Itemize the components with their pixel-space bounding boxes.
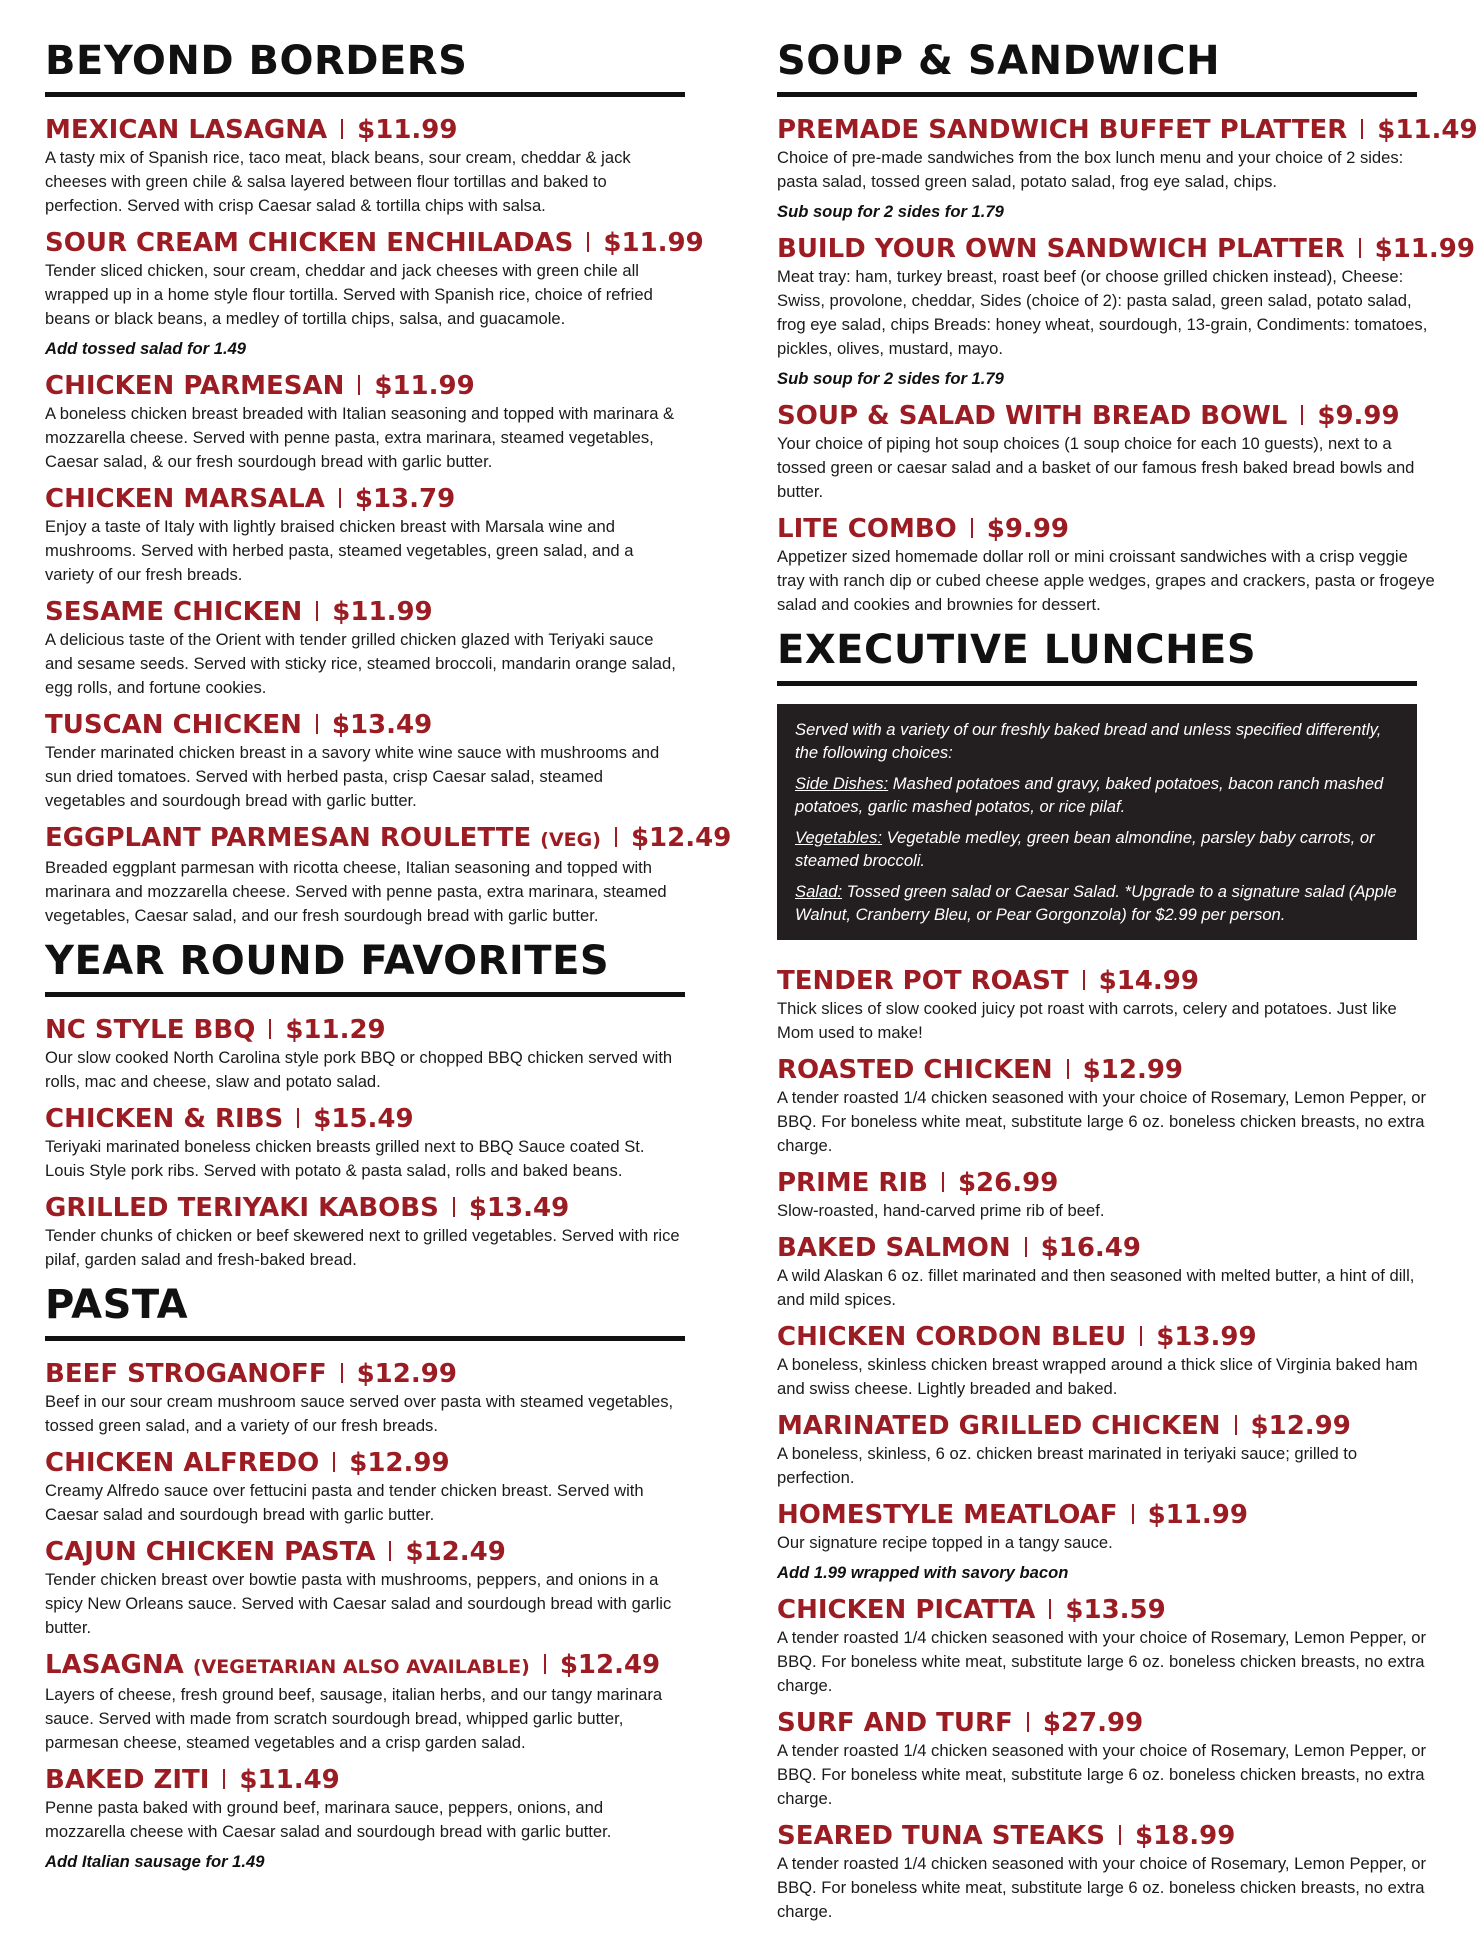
- menu-item: [45, 1650, 685, 1755]
- item-price: $14.99: [1098, 966, 1199, 996]
- item-price: $18.99: [1135, 1821, 1236, 1851]
- item-price: $11.99: [357, 115, 458, 145]
- item-price: $13.59: [1065, 1595, 1166, 1625]
- divider-bar: [1361, 119, 1363, 139]
- item-description: A boneless, skinless chicken breast wrapped around a thick slice of Virginia baked ham and swiss cheese. Lightly breaded and baked.: [777, 1355, 1418, 1398]
- item-price: $13.79: [354, 484, 456, 514]
- section-title-pasta: PASTA: [45, 1282, 189, 1328]
- item-name: HOMESTYLE MEATLOAF: [777, 1500, 1118, 1530]
- item-description: A boneless, skinless, 6 oz. chicken breast marinated in teriyaki sauce; grilled to perfection.: [777, 1444, 1358, 1487]
- item-name: TUSCAN CHICKEN: [45, 710, 302, 740]
- item-description: Our slow cooked North Carolina style pork BBQ or chopped BBQ chicken served with rolls, mac and cheese, slaw and potato salad.: [45, 1048, 673, 1091]
- divider-bar: [316, 601, 318, 621]
- menu-item: [45, 823, 732, 928]
- item-price: $27.99: [1042, 1708, 1144, 1738]
- divider-bar: [942, 1172, 944, 1192]
- box-vegetables: [795, 826, 1399, 872]
- menu-item: [45, 371, 685, 474]
- divider-bar: [544, 1654, 546, 1674]
- side-dishes-text: Mashed potatoes and gravy, baked potatoes, bacon ranch mashed potatoes, garlic mashed potatos, or rice pilaf.: [795, 774, 1384, 816]
- item-name: EGGPLANT PARMESAN ROULETTE: [45, 823, 532, 853]
- divider-bar: [453, 1197, 455, 1217]
- item-name: CHICKEN ALFREDO: [45, 1448, 320, 1478]
- item-name: SOUR CREAM CHICKEN ENCHILADAS: [45, 228, 574, 258]
- section-divider: [45, 1336, 685, 1341]
- item-price: $11.49: [1377, 115, 1478, 145]
- item-tag: (VEG): [540, 829, 601, 851]
- menu-item: [45, 228, 704, 361]
- item-price: $13.99: [1156, 1322, 1257, 1352]
- item-description: Your choice of piping hot soup choices (1 soup choice for each 10 guests), next to a tossed green or caesar salad and a basket of our famous fresh baked bread bowls and butter.: [777, 434, 1415, 501]
- menu-item: [777, 1500, 1437, 1585]
- item-description: Teriyaki marinated boneless chicken breasts grilled next to BBQ Sauce coated St. Louis Style pork ribs. Served with potato & pasta salad, rolls and baked beans.: [45, 1137, 645, 1180]
- divider-bar: [339, 488, 341, 508]
- menu-item: [777, 234, 1475, 391]
- menu-item: [777, 1595, 1437, 1698]
- menu-item: [777, 1168, 1437, 1223]
- item-name: SURF AND TURF: [777, 1708, 1013, 1738]
- right-column: [777, 38, 1478, 1934]
- item-name: PRIME RIB: [777, 1168, 928, 1198]
- menu-item: [777, 1821, 1437, 1924]
- item-description: Breaded eggplant parmesan with ricotta cheese, Italian seasoning and topped with marinara and mozzarella cheese. Served with penne pasta, extra marinara, steamed vegetables, Caesar salad, and our fresh sourdough bread with garlic butter.: [45, 858, 667, 925]
- item-price: $11.99: [332, 597, 433, 627]
- item-price: $11.99: [1374, 234, 1475, 264]
- side-dishes-label: Side Dishes:: [795, 774, 889, 793]
- item-price: $11.99: [1147, 1500, 1248, 1530]
- section-title-soup-sandwich: SOUP & SANDWICH: [777, 38, 1221, 84]
- item-price: $13.49: [331, 710, 433, 740]
- item-name: TENDER POT ROAST: [777, 966, 1069, 996]
- menu-item: [45, 115, 685, 218]
- menu-item: [777, 401, 1437, 504]
- divider-bar: [333, 1452, 335, 1472]
- vegetables-text: Vegetable medley, green bean almondine, parsley baby carrots, or steamed broccoli.: [795, 828, 1375, 870]
- item-description: A tender roasted 1/4 chicken seasoned with your choice of Rosemary, Lemon Pepper, or BBQ. For boneless white meat, substitute large 6 oz. boneless chicken breasts, no extra charge.: [777, 1088, 1427, 1155]
- menu-item: [777, 966, 1437, 1045]
- item-price: $12.99: [1250, 1411, 1351, 1441]
- item-price: $16.49: [1040, 1233, 1141, 1263]
- divider-bar: [1119, 1825, 1121, 1845]
- item-price: $15.49: [313, 1104, 414, 1134]
- item-name: MARINATED GRILLED CHICKEN: [777, 1411, 1221, 1441]
- item-price: $26.99: [957, 1168, 1059, 1198]
- item-description: Choice of pre-made sandwiches from the box lunch menu and your choice of 2 sides: pasta salad, tossed green salad, potato salad, frog eye salad, chips.: [777, 148, 1404, 191]
- item-description: A tender roasted 1/4 chicken seasoned with your choice of Rosemary, Lemon Pepper, or BBQ. For boneless white meat, substitute large 6 oz. boneless chicken breasts, no extra charge.: [777, 1854, 1427, 1921]
- divider-bar: [1235, 1415, 1237, 1435]
- item-name: CHICKEN CORDON BLEU: [777, 1322, 1127, 1352]
- item-name: BEEF STROGANOFF: [45, 1359, 327, 1389]
- item-description: A boneless chicken breast breaded with Italian seasoning and topped with marinara & mozzarella cheese. Served with penne pasta, extra marinara, steamed vegetables, Caesar salad, & our fresh sourdough bread with garlic butter.: [45, 404, 675, 471]
- item-description: Our signature recipe topped in a tangy sauce.: [777, 1533, 1113, 1552]
- divider-bar: [223, 1769, 225, 1789]
- item-description: Thick slices of slow cooked juicy pot roast with carrots, celery and potatoes. Just like Mom used to make!: [777, 999, 1397, 1042]
- item-price: $12.49: [630, 823, 732, 853]
- divider-bar: [1301, 405, 1303, 425]
- divider-bar: [1025, 1237, 1027, 1257]
- divider-bar: [1359, 238, 1361, 258]
- menu-item: [45, 1448, 685, 1527]
- divider-bar: [1132, 1504, 1134, 1524]
- item-description: A tender roasted 1/4 chicken seasoned with your choice of Rosemary, Lemon Pepper, or BBQ. For boneless white meat, substitute large 6 oz. boneless chicken breasts, no extra charge.: [777, 1628, 1427, 1695]
- divider-bar: [297, 1108, 299, 1128]
- item-name: LITE COMBO: [777, 514, 957, 544]
- divider-bar: [316, 714, 318, 734]
- item-description: Tender chicken breast over bowtie pasta with mushrooms, peppers, and onions in a spicy New Orleans sauce. Served with Caesar salad and sourdough bread with garlic butter.: [45, 1570, 672, 1637]
- divider-bar: [269, 1019, 271, 1039]
- item-name: BAKED SALMON: [777, 1233, 1011, 1263]
- menu-item: [45, 1765, 685, 1874]
- divider-bar: [1027, 1712, 1029, 1732]
- item-note: Add Italian sausage for 1.49: [45, 1852, 265, 1871]
- item-name: MEXICAN LASAGNA: [45, 115, 328, 145]
- item-note: Sub soup for 2 sides for 1.79: [777, 369, 1004, 388]
- item-name: PREMADE SANDWICH BUFFET PLATTER: [777, 115, 1348, 145]
- item-name: CHICKEN PARMESAN: [45, 371, 345, 401]
- item-price: $12.99: [1082, 1055, 1184, 1085]
- divider-bar: [1140, 1326, 1142, 1346]
- section-divider: [45, 92, 685, 97]
- item-description: Slow-roasted, hand-carved prime rib of beef.: [777, 1201, 1105, 1220]
- item-description: A tasty mix of Spanish rice, taco meat, black beans, sour cream, cheddar & jack cheeses with green chile & salsa layered between flour tortillas and baked to perfection. Served with crisp Caesar salad & tortilla chips with salsa.: [45, 148, 631, 215]
- divider-bar: [1083, 970, 1085, 990]
- divider-bar: [341, 119, 343, 139]
- item-price: $12.49: [405, 1537, 506, 1567]
- item-description: Creamy Alfredo sauce over fettucini pasta and tender chicken breast. Served with Caesar salad and sourdough bread with garlic butter.: [45, 1481, 644, 1524]
- section-divider: [777, 92, 1417, 97]
- item-description: Appetizer sized homemade dollar roll or mini croissant sandwiches with a crisp veggie tray with ranch dip or cubed cheese apple wedges, grapes and crackers, pasta or frogeye salad and cookies and brownies for dessert.: [777, 547, 1435, 614]
- menu-item: [777, 1233, 1437, 1312]
- item-name: BUILD YOUR OWN SANDWICH PLATTER: [777, 234, 1345, 264]
- menu-item: [777, 514, 1437, 617]
- item-description: A tender roasted 1/4 chicken seasoned with your choice of Rosemary, Lemon Pepper, or BBQ. For boneless white meat, substitute large 6 oz. boneless chicken breasts, no extra charge.: [777, 1741, 1427, 1808]
- menu-item: [45, 1104, 685, 1183]
- box-side-dishes: [795, 772, 1399, 818]
- executive-info-box: [777, 704, 1417, 940]
- item-description: Beef in our sour cream mushroom sauce served over pasta with steamed vegetables, tossed green salad, and a variety of our fresh breads.: [45, 1392, 674, 1435]
- item-name: CAJUN CHICKEN PASTA: [45, 1537, 376, 1567]
- box-salad: [795, 880, 1399, 926]
- item-price: $11.99: [374, 371, 475, 401]
- item-name: SOUP & SALAD WITH BREAD BOWL: [777, 401, 1288, 431]
- vegetables-label: Vegetables:: [795, 828, 883, 847]
- item-name: NC STYLE BBQ: [45, 1015, 256, 1045]
- item-description: Tender marinated chicken breast in a savory white wine sauce with mushrooms and sun dried tomatoes. Served with herbed pasta, crisp Caesar salad, steamed vegetables and sourdough bread with garlic butter.: [45, 743, 660, 810]
- divider-bar: [341, 1363, 343, 1383]
- section-divider: [45, 992, 685, 997]
- item-description: Meat tray: ham, turkey breast, roast beef (or choose grilled chicken instead), Cheese: Swiss, provolone, cheddar, Sides (choice of 2): pasta salad, green salad, potato salad, frog eye salad, chips Breads: honey wheat, sourdough, 13-grain, Condiments: tomatoes, pickles, olives, mustard, mayo.: [777, 267, 1428, 358]
- item-price: $12.99: [349, 1448, 450, 1478]
- item-name: GRILLED TERIYAKI KABOBS: [45, 1193, 439, 1223]
- item-price: $11.99: [603, 228, 704, 258]
- divider-bar: [587, 232, 589, 252]
- item-name: SESAME CHICKEN: [45, 597, 303, 627]
- item-price: $12.99: [356, 1359, 457, 1389]
- section-divider: [777, 681, 1417, 686]
- menu-item: [777, 1708, 1437, 1811]
- menu-item: [45, 1537, 685, 1640]
- item-description: A delicious taste of the Orient with tender grilled chicken glazed with Teriyaki sauce and sesame seeds. Served with sticky rice, steamed broccoli, mandarin orange salad, egg rolls, and fortune cookies.: [45, 630, 676, 697]
- section-title-executive-lunches: EXECUTIVE LUNCHES: [777, 627, 1257, 673]
- box-intro: Served with a variety of our freshly baked bread and unless specified differently, the following choices:: [795, 720, 1382, 762]
- item-note: Add 1.99 wrapped with savory bacon: [777, 1563, 1069, 1582]
- item-name: SEARED TUNA STEAKS: [777, 1821, 1106, 1851]
- item-note: Add tossed salad for 1.49: [45, 339, 247, 358]
- divider-bar: [1067, 1059, 1069, 1079]
- item-name: CHICKEN MARSALA: [45, 484, 325, 514]
- item-name: ROASTED CHICKEN: [777, 1055, 1053, 1085]
- salad-label: Salad:: [795, 882, 843, 901]
- menu-item: [777, 1055, 1437, 1158]
- item-name: CHICKEN PICATTA: [777, 1595, 1036, 1625]
- item-price: $11.29: [285, 1015, 386, 1045]
- item-description: A wild Alaskan 6 oz. fillet marinated and then seasoned with melted butter, a hint of dill, and mild spices.: [777, 1266, 1415, 1309]
- divider-bar: [358, 375, 360, 395]
- item-price: $9.99: [1317, 401, 1400, 431]
- divider-bar: [389, 1541, 391, 1561]
- item-price: $13.49: [468, 1193, 570, 1223]
- item-description: Tender chunks of chicken or beef skewered next to grilled vegetables. Served with rice pilaf, garden salad and fresh-baked bread.: [45, 1226, 680, 1269]
- item-description: Layers of cheese, fresh ground beef, sausage, italian herbs, and our tangy marinara sauce. Served with made from scratch sourdough bread, whipped garlic butter, parmesan cheese, steamed vegetables and a crisp garden salad.: [45, 1685, 663, 1752]
- salad-text: Tossed green salad or Caesar Salad. *Upgrade to a signature salad (Apple Walnut, Cranberry Bleu, or Pear Gorgonzola) for $2.99 per person.: [795, 882, 1397, 924]
- menu-item: [777, 1322, 1437, 1401]
- menu-item: [45, 1193, 685, 1272]
- divider-bar: [971, 518, 973, 538]
- section-title-beyond-borders: BEYOND BORDERS: [45, 38, 468, 84]
- item-name: BAKED ZITI: [45, 1765, 210, 1795]
- menu-item: [45, 484, 685, 587]
- item-name: CHICKEN & RIBS: [45, 1104, 284, 1134]
- item-description: Tender sliced chicken, sour cream, cheddar and jack cheeses with green chile all wrapped up in a home style flour tortilla. Served with Spanish rice, choice of refried beans or black beans, a medley of tortilla chips, salsa, and guacamole.: [45, 261, 653, 328]
- item-note: Sub soup for 2 sides for 1.79: [777, 202, 1004, 221]
- menu-item: [45, 1015, 685, 1094]
- divider-bar: [1049, 1599, 1051, 1619]
- section-title-year-round: YEAR ROUND FAVORITES: [45, 938, 610, 984]
- item-price: $12.49: [559, 1650, 661, 1680]
- menu-item: [777, 1411, 1437, 1490]
- divider-bar: [615, 827, 617, 847]
- item-tag: (VEGETARIAN ALSO AVAILABLE): [192, 1656, 530, 1678]
- item-name: LASAGNA: [45, 1650, 184, 1680]
- item-description: Penne pasta baked with ground beef, marinara sauce, peppers, onions, and mozzarella cheese with Caesar salad and sourdough bread with garlic butter.: [45, 1798, 612, 1841]
- menu-item: [45, 597, 685, 700]
- item-price: $11.49: [239, 1765, 340, 1795]
- item-price: $9.99: [986, 514, 1070, 544]
- item-description: Enjoy a taste of Italy with lightly braised chicken breast with Marsala wine and mushrooms. Served with herbed pasta, steamed vegetables, green salad, and a variety of our fresh breads.: [45, 517, 634, 584]
- menu-item: [777, 115, 1478, 224]
- menu-item: [45, 710, 685, 813]
- left-column: [45, 38, 732, 1884]
- menu-item: [45, 1359, 685, 1438]
